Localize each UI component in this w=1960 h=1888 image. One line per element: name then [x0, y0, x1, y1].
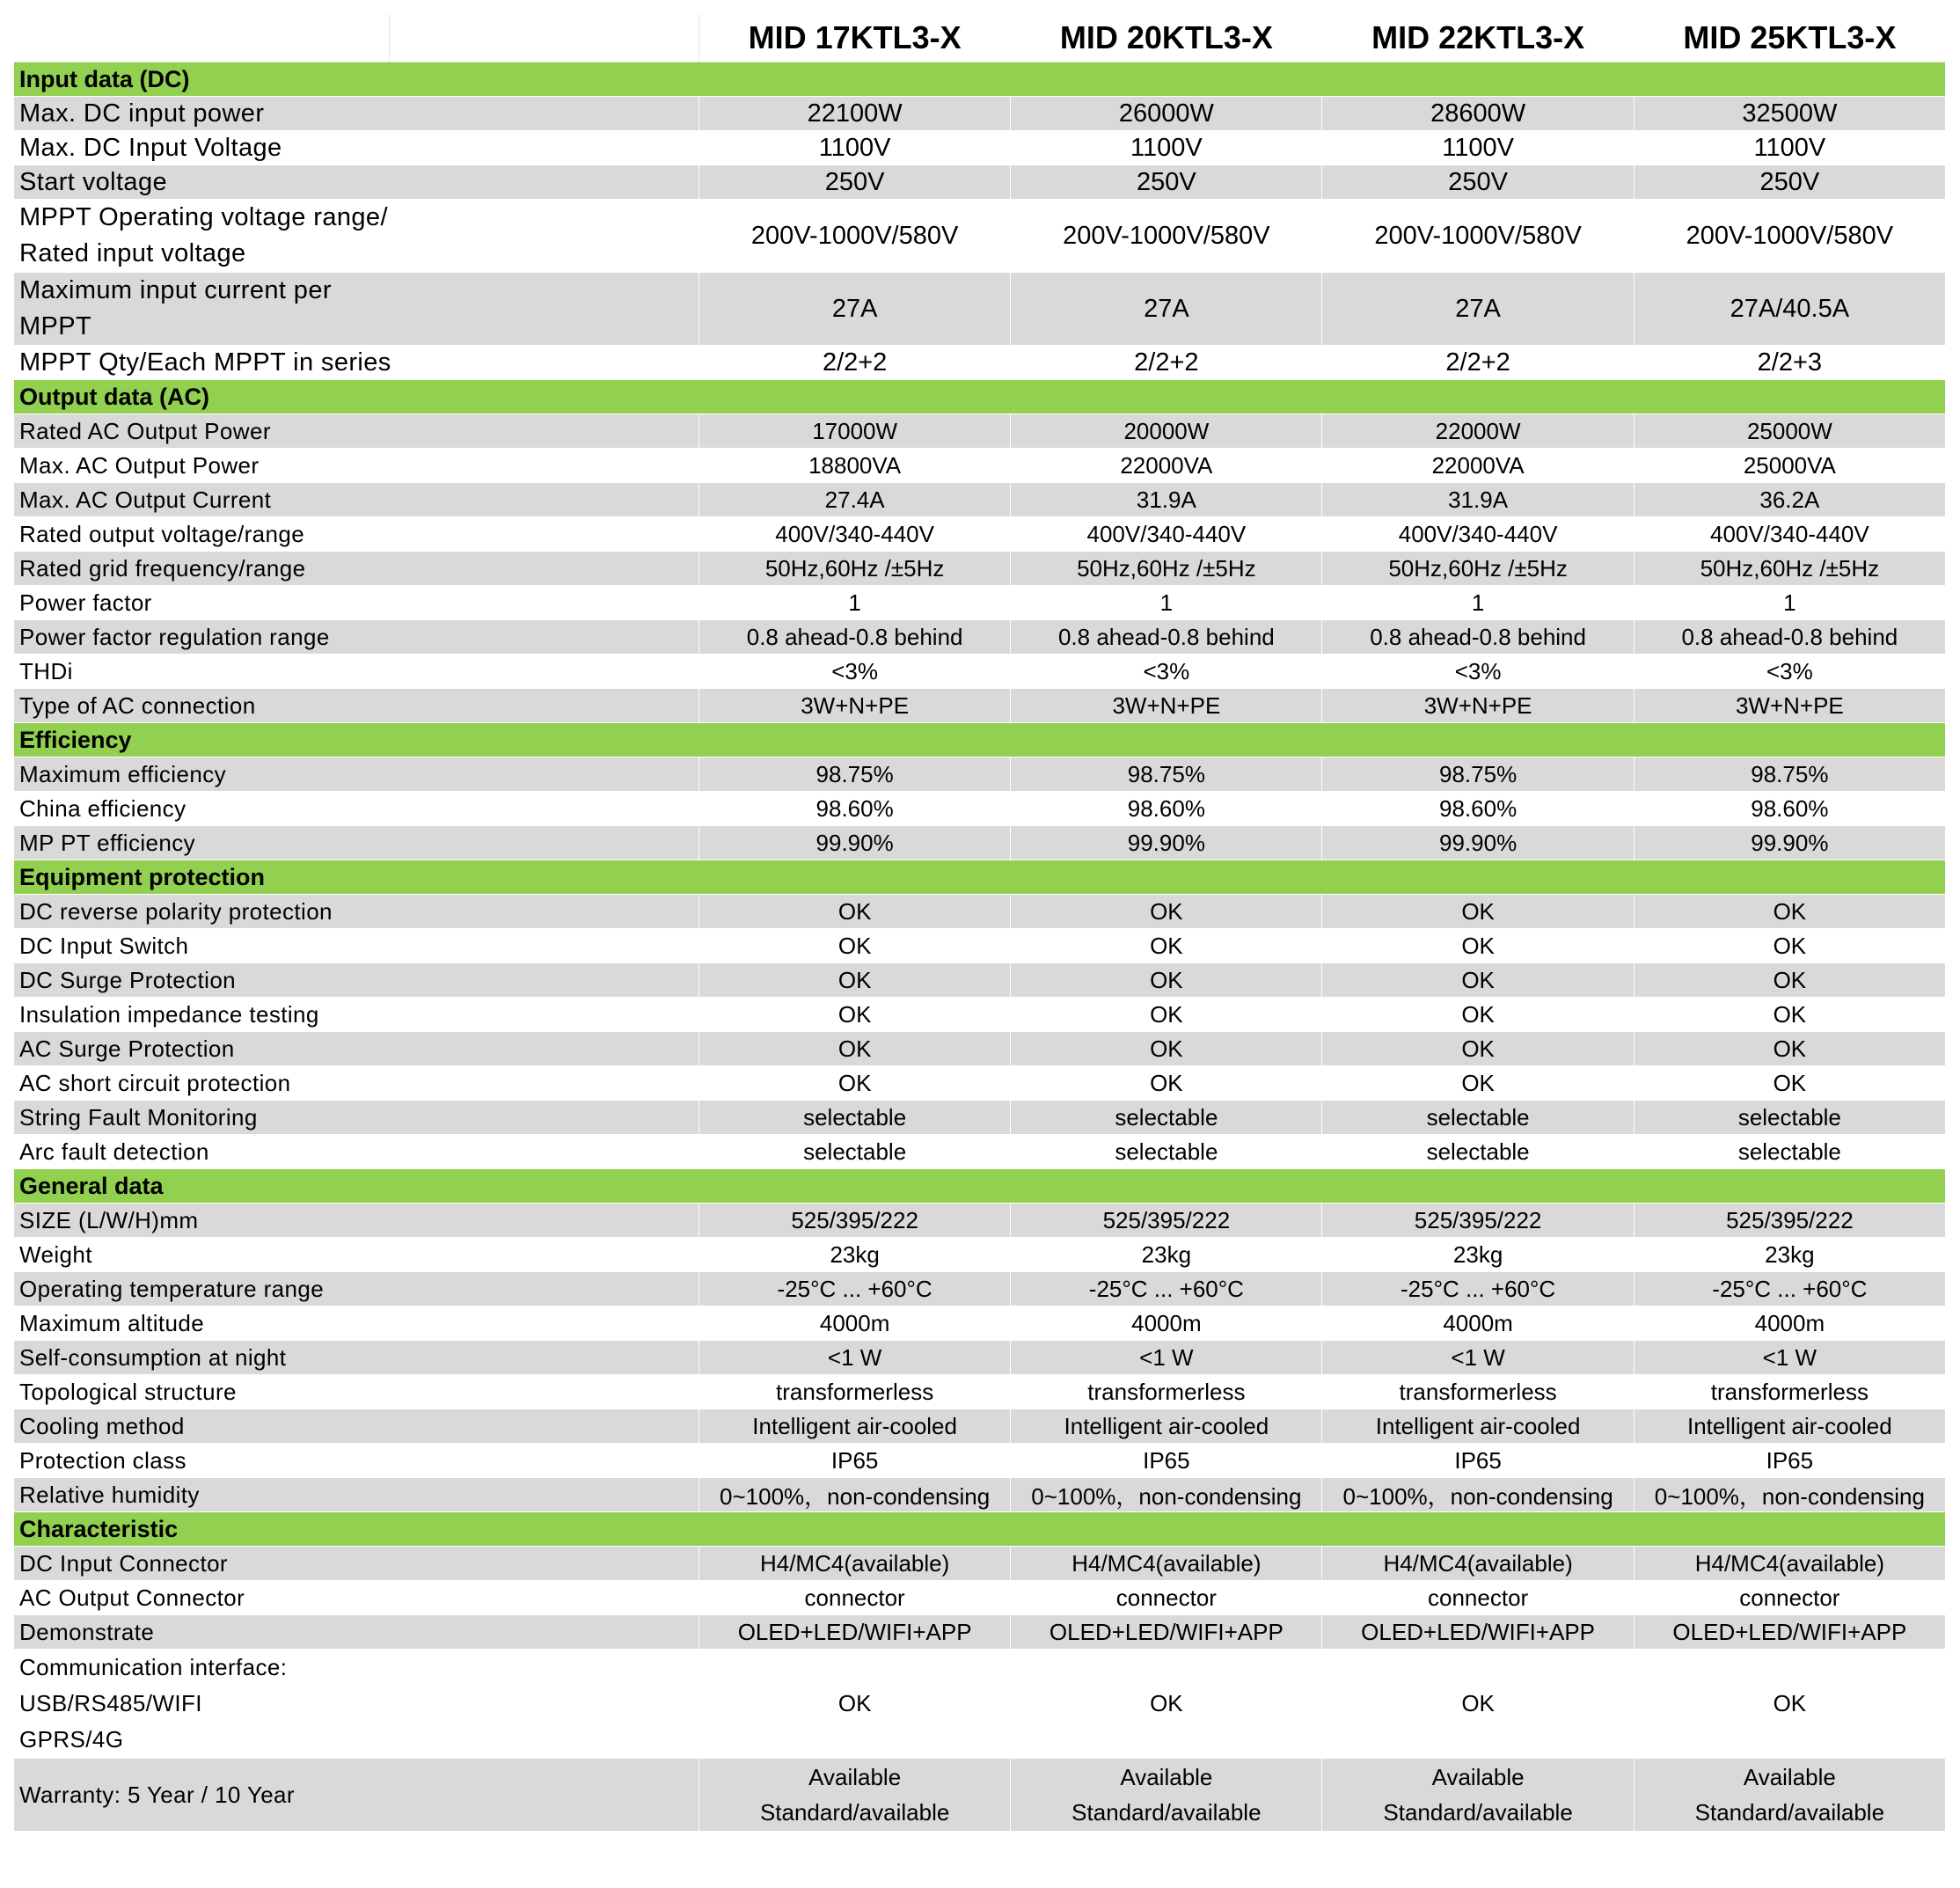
- spec-value: 99.90%: [1322, 826, 1634, 860]
- spec-label: String Fault Monitoring: [14, 1101, 699, 1135]
- spec-value: OK: [1011, 895, 1322, 929]
- spec-label: DC Input Switch: [14, 929, 699, 963]
- spec-row: [14, 1238, 1946, 1272]
- model-name: MID 25KTL3-X: [1634, 14, 1945, 62]
- spec-label: AC Output Connector: [14, 1581, 699, 1615]
- spec-value-line: Standard/available: [1694, 1799, 1885, 1826]
- spec-value: selectable: [1634, 1135, 1945, 1169]
- spec-value: 4000m: [1634, 1306, 1945, 1341]
- spec-value: H4/MC4(available): [1011, 1547, 1322, 1581]
- spec-value: 1: [699, 586, 1011, 620]
- spec-value: 250V: [699, 165, 1011, 200]
- spec-label: Weight: [14, 1238, 699, 1272]
- spec-value-line: Standard/available: [1383, 1799, 1573, 1826]
- spec-value: 22000VA: [1322, 449, 1634, 483]
- spec-row: [14, 1650, 1946, 1759]
- spec-label: Rated grid frequency/range: [14, 552, 699, 586]
- spec-value: OK: [1634, 998, 1945, 1032]
- section-title: Characteristic: [14, 1512, 1946, 1547]
- spec-value: connector: [1322, 1581, 1634, 1615]
- spec-row: [14, 483, 1946, 517]
- spec-value: 400V/340-440V: [1634, 517, 1945, 552]
- spec-label: SIZE (L/W/H)mm: [14, 1204, 699, 1238]
- spec-value: H4/MC4(available): [1634, 1547, 1945, 1581]
- spec-label: MPPT Qty/Each MPPT in series: [14, 346, 699, 380]
- spec-row: [14, 449, 1946, 483]
- spec-value: OLED+LED/WIFI+APP: [1322, 1615, 1634, 1650]
- spec-value: 50Hz,60Hz /±5Hz: [1322, 552, 1634, 586]
- spec-value: Intelligent air-cooled: [1634, 1409, 1945, 1444]
- spec-row: [14, 1547, 1946, 1581]
- spec-value: 98.60%: [699, 792, 1011, 826]
- spec-label: AC Surge Protection: [14, 1032, 699, 1066]
- spec-row: [14, 1272, 1946, 1306]
- model-header-row: [14, 14, 1946, 62]
- spec-label: Max. DC input power: [14, 97, 699, 131]
- spec-value: OK: [699, 929, 1011, 963]
- section-header-row: [14, 860, 1946, 895]
- spec-value: OK: [699, 895, 1011, 929]
- spec-value: 200V-1000V/580V: [1634, 200, 1945, 273]
- spec-label-line: Maximum input current per: [19, 276, 332, 304]
- section-header-row: [14, 380, 1946, 414]
- spec-sheet: [14, 14, 1946, 1832]
- spec-value: 1100V: [1322, 131, 1634, 165]
- spec-value: OK: [1322, 998, 1634, 1032]
- spec-row: [14, 1032, 1946, 1066]
- spec-value: OK: [1322, 1066, 1634, 1101]
- spec-row: [14, 1101, 1946, 1135]
- spec-label-line: Rated input voltage: [19, 239, 246, 267]
- spec-row: [14, 131, 1946, 165]
- spec-row: [14, 1204, 1946, 1238]
- spec-value: 2/2+2: [1322, 346, 1634, 380]
- spec-row: [14, 97, 1946, 131]
- spec-value: connector: [1634, 1581, 1945, 1615]
- model-name: MID 17KTL3-X: [699, 14, 1011, 62]
- spec-label: MP PT efficiency: [14, 826, 699, 860]
- spec-value: 27.4A: [699, 483, 1011, 517]
- spec-value: <1 W: [1011, 1341, 1322, 1375]
- spec-row: [14, 1759, 1946, 1832]
- spec-value-line: Available: [1743, 1764, 1836, 1790]
- spec-row: [14, 620, 1946, 655]
- spec-value: 99.90%: [1011, 826, 1322, 860]
- spec-value: 20000W: [1011, 414, 1322, 449]
- spec-value: 99.90%: [1634, 826, 1945, 860]
- spec-value: 98.75%: [1322, 757, 1634, 792]
- spec-value: [1634, 1759, 1945, 1832]
- spec-value-line: Standard/available: [1071, 1799, 1262, 1826]
- spec-label: Max. AC Output Power: [14, 449, 699, 483]
- spec-label: Demonstrate: [14, 1615, 699, 1650]
- spec-value: 1100V: [1011, 131, 1322, 165]
- spec-value: 525/395/222: [1011, 1204, 1322, 1238]
- spec-value: 1100V: [699, 131, 1011, 165]
- spec-row: [14, 929, 1946, 963]
- spec-row: [14, 200, 1946, 273]
- spec-value: 250V: [1322, 165, 1634, 200]
- spec-label: [14, 273, 699, 346]
- spec-value: 23kg: [699, 1238, 1011, 1272]
- spec-value: 0~100%，non-condensing: [699, 1478, 1011, 1512]
- section-header-row: [14, 1512, 1946, 1547]
- section-header-row: [14, 1169, 1946, 1204]
- spec-value: 50Hz,60Hz /±5Hz: [1634, 552, 1945, 586]
- spec-value: 2/2+2: [699, 346, 1011, 380]
- spec-label: Power factor: [14, 586, 699, 620]
- section-title: Efficiency: [14, 723, 1946, 757]
- spec-value: -25°C ... +60°C: [1322, 1272, 1634, 1306]
- spec-value: OK: [1011, 929, 1322, 963]
- spec-label: Protection class: [14, 1444, 699, 1478]
- section-title: Input data (DC): [14, 62, 1946, 97]
- spec-row: [14, 1478, 1946, 1512]
- spec-value: 3W+N+PE: [1634, 689, 1945, 723]
- spec-row: [14, 792, 1946, 826]
- spec-label: Insulation impedance testing: [14, 998, 699, 1032]
- spec-value: 28600W: [1322, 97, 1634, 131]
- spec-value: <1 W: [1322, 1341, 1634, 1375]
- header-blank-cell: [14, 14, 389, 62]
- spec-row: [14, 414, 1946, 449]
- spec-value: OLED+LED/WIFI+APP: [1634, 1615, 1945, 1650]
- spec-value: OK: [1634, 895, 1945, 929]
- spec-value: OK: [699, 1066, 1011, 1101]
- model-name: MID 22KTL3-X: [1322, 14, 1634, 62]
- spec-value: OK: [1634, 929, 1945, 963]
- spec-value: 23kg: [1322, 1238, 1634, 1272]
- spec-value: OK: [1011, 1650, 1322, 1759]
- spec-row: [14, 826, 1946, 860]
- spec-value: OK: [699, 1650, 1011, 1759]
- spec-value: transformerless: [1634, 1375, 1945, 1409]
- spec-value: <1 W: [699, 1341, 1011, 1375]
- spec-value: <3%: [1011, 655, 1322, 689]
- spec-value: OK: [699, 1032, 1011, 1066]
- spec-value: 0~100%，non-condensing: [1011, 1478, 1322, 1512]
- spec-value: OK: [1011, 963, 1322, 998]
- spec-value: 27A: [699, 273, 1011, 346]
- spec-value: selectable: [1011, 1135, 1322, 1169]
- spec-value: Intelligent air-cooled: [1011, 1409, 1322, 1444]
- spec-row: [14, 689, 1946, 723]
- spec-value: IP65: [1322, 1444, 1634, 1478]
- spec-table-body: [14, 14, 1946, 1832]
- spec-label: Operating temperature range: [14, 1272, 699, 1306]
- spec-value-line: Available: [808, 1764, 902, 1790]
- spec-label-line: Communication interface:: [19, 1654, 288, 1680]
- spec-row: [14, 655, 1946, 689]
- spec-value: 200V-1000V/580V: [1011, 200, 1322, 273]
- spec-value: OK: [1634, 1032, 1945, 1066]
- spec-value: OK: [1634, 1650, 1945, 1759]
- spec-value: selectable: [1634, 1101, 1945, 1135]
- spec-value: selectable: [699, 1101, 1011, 1135]
- spec-value: OK: [699, 998, 1011, 1032]
- spec-label: China efficiency: [14, 792, 699, 826]
- spec-row: [14, 998, 1946, 1032]
- spec-value: 200V-1000V/580V: [699, 200, 1011, 273]
- spec-value: OK: [1322, 1032, 1634, 1066]
- spec-value: transformerless: [1011, 1375, 1322, 1409]
- spec-value: 98.60%: [1634, 792, 1945, 826]
- section-header-row: [14, 723, 1946, 757]
- spec-label-line: USB/RS485/WIFI: [19, 1690, 202, 1716]
- spec-row: [14, 1306, 1946, 1341]
- spec-value: 22000VA: [1011, 449, 1322, 483]
- spec-value: 99.90%: [699, 826, 1011, 860]
- spec-value: OLED+LED/WIFI+APP: [699, 1615, 1011, 1650]
- spec-row: [14, 1615, 1946, 1650]
- spec-row: [14, 757, 1946, 792]
- spec-value: 525/395/222: [1634, 1204, 1945, 1238]
- spec-value: OK: [1634, 963, 1945, 998]
- spec-row: [14, 1066, 1946, 1101]
- spec-value: 98.75%: [699, 757, 1011, 792]
- spec-value: OK: [1322, 1650, 1634, 1759]
- spec-value: Intelligent air-cooled: [1322, 1409, 1634, 1444]
- spec-value: 98.75%: [1011, 757, 1322, 792]
- spec-value: 0.8 ahead-0.8 behind: [1322, 620, 1634, 655]
- spec-label: Relative humidity: [14, 1478, 699, 1512]
- spec-label: Max. AC Output Current: [14, 483, 699, 517]
- section-title: General data: [14, 1169, 1946, 1204]
- spec-value: 0.8 ahead-0.8 behind: [699, 620, 1011, 655]
- spec-row: [14, 1135, 1946, 1169]
- spec-value: connector: [1011, 1581, 1322, 1615]
- spec-label: Warranty: 5 Year / 10 Year: [14, 1759, 699, 1832]
- model-name: MID 20KTL3-X: [1011, 14, 1322, 62]
- spec-value: [1011, 1759, 1322, 1832]
- spec-value: 25000VA: [1634, 449, 1945, 483]
- spec-value: 0.8 ahead-0.8 behind: [1011, 620, 1322, 655]
- spec-value: <1 W: [1634, 1341, 1945, 1375]
- spec-value: 22100W: [699, 97, 1011, 131]
- spec-value-line: Available: [1431, 1764, 1525, 1790]
- spec-value: OK: [1634, 1066, 1945, 1101]
- spec-value: 4000m: [1322, 1306, 1634, 1341]
- spec-value: [699, 1759, 1011, 1832]
- spec-label: Rated AC Output Power: [14, 414, 699, 449]
- spec-row: [14, 1581, 1946, 1615]
- spec-value: 23kg: [1634, 1238, 1945, 1272]
- spec-label: DC Surge Protection: [14, 963, 699, 998]
- spec-value: OLED+LED/WIFI+APP: [1011, 1615, 1322, 1650]
- spec-value: 27A/40.5A: [1634, 273, 1945, 346]
- spec-label: AC short circuit protection: [14, 1066, 699, 1101]
- spec-value: 17000W: [699, 414, 1011, 449]
- spec-value: 200V-1000V/580V: [1322, 200, 1634, 273]
- spec-row: [14, 963, 1946, 998]
- spec-value: OK: [1322, 895, 1634, 929]
- spec-value: 400V/340-440V: [1322, 517, 1634, 552]
- spec-value: 27A: [1011, 273, 1322, 346]
- spec-value: -25°C ... +60°C: [1011, 1272, 1322, 1306]
- spec-label: Rated output voltage/range: [14, 517, 699, 552]
- spec-value: 0.8 ahead-0.8 behind: [1634, 620, 1945, 655]
- spec-row: [14, 1444, 1946, 1478]
- spec-label: Cooling method: [14, 1409, 699, 1444]
- spec-value: 3W+N+PE: [699, 689, 1011, 723]
- spec-value: selectable: [1011, 1101, 1322, 1135]
- spec-value: 50Hz,60Hz /±5Hz: [1011, 552, 1322, 586]
- spec-value: 32500W: [1634, 97, 1945, 131]
- spec-value: OK: [1322, 929, 1634, 963]
- spec-value: Intelligent air-cooled: [699, 1409, 1011, 1444]
- spec-label-line: MPPT: [19, 312, 92, 340]
- spec-value: OK: [1322, 963, 1634, 998]
- spec-label: Arc fault detection: [14, 1135, 699, 1169]
- spec-label: THDi: [14, 655, 699, 689]
- spec-value: <3%: [699, 655, 1011, 689]
- spec-row: [14, 586, 1946, 620]
- spec-label: Self-consumption at night: [14, 1341, 699, 1375]
- spec-value: 1: [1634, 586, 1945, 620]
- spec-row: [14, 346, 1946, 380]
- spec-value: -25°C ... +60°C: [699, 1272, 1011, 1306]
- spec-label: Maximum altitude: [14, 1306, 699, 1341]
- spec-value: H4/MC4(available): [699, 1547, 1011, 1581]
- spec-row: [14, 1409, 1946, 1444]
- spec-value: [1322, 1759, 1634, 1832]
- spec-value: 1: [1322, 586, 1634, 620]
- spec-value: 31.9A: [1322, 483, 1634, 517]
- spec-value: 250V: [1011, 165, 1322, 200]
- spec-label: Start voltage: [14, 165, 699, 200]
- spec-label: Power factor regulation range: [14, 620, 699, 655]
- spec-value: IP65: [1634, 1444, 1945, 1478]
- spec-value: transformerless: [1322, 1375, 1634, 1409]
- section-title: Equipment protection: [14, 860, 1946, 895]
- spec-value: H4/MC4(available): [1322, 1547, 1634, 1581]
- spec-label: Max. DC Input Voltage: [14, 131, 699, 165]
- spec-value: 23kg: [1011, 1238, 1322, 1272]
- spec-label: [14, 200, 699, 273]
- spec-label: DC Input Connector: [14, 1547, 699, 1581]
- spec-value: 0~100%，non-condensing: [1634, 1478, 1945, 1512]
- spec-value: OK: [1011, 998, 1322, 1032]
- spec-label-line: MPPT Operating voltage range/: [19, 203, 388, 231]
- header-blank-cell: [389, 14, 698, 62]
- spec-label: Type of AC connection: [14, 689, 699, 723]
- spec-value: OK: [1011, 1066, 1322, 1101]
- spec-value: 98.75%: [1634, 757, 1945, 792]
- spec-value: 31.9A: [1011, 483, 1322, 517]
- spec-label: Topological structure: [14, 1375, 699, 1409]
- spec-value: 26000W: [1011, 97, 1322, 131]
- spec-value: selectable: [1322, 1135, 1634, 1169]
- spec-value: 0~100%，non-condensing: [1322, 1478, 1634, 1512]
- spec-value: selectable: [699, 1135, 1011, 1169]
- spec-value: 400V/340-440V: [1011, 517, 1322, 552]
- spec-value: OK: [699, 963, 1011, 998]
- spec-label-line: GPRS/4G: [19, 1726, 124, 1753]
- spec-row: [14, 552, 1946, 586]
- spec-value: 25000W: [1634, 414, 1945, 449]
- spec-value: -25°C ... +60°C: [1634, 1272, 1945, 1306]
- spec-value: 50Hz,60Hz /±5Hz: [699, 552, 1011, 586]
- spec-value: 2/2+2: [1011, 346, 1322, 380]
- spec-value-line: Standard/available: [759, 1799, 950, 1826]
- spec-row: [14, 165, 1946, 200]
- spec-label: [14, 1650, 699, 1759]
- spec-value: 98.60%: [1322, 792, 1634, 826]
- spec-value: transformerless: [699, 1375, 1011, 1409]
- spec-value: 3W+N+PE: [1322, 689, 1634, 723]
- spec-value: 2/2+3: [1634, 346, 1945, 380]
- spec-value: <3%: [1322, 655, 1634, 689]
- spec-value: 4000m: [1011, 1306, 1322, 1341]
- spec-table: [14, 14, 1946, 1832]
- spec-value: IP65: [1011, 1444, 1322, 1478]
- spec-value: 525/395/222: [699, 1204, 1011, 1238]
- spec-value: 1100V: [1634, 131, 1945, 165]
- spec-row: [14, 273, 1946, 346]
- spec-label: DC reverse polarity protection: [14, 895, 699, 929]
- spec-value: 36.2A: [1634, 483, 1945, 517]
- spec-value: 250V: [1634, 165, 1945, 200]
- spec-value: OK: [1011, 1032, 1322, 1066]
- spec-value: 98.60%: [1011, 792, 1322, 826]
- section-header-row: [14, 62, 1946, 97]
- spec-value: selectable: [1322, 1101, 1634, 1135]
- spec-value-line: Available: [1120, 1764, 1213, 1790]
- spec-value: connector: [699, 1581, 1011, 1615]
- spec-value: 400V/340-440V: [699, 517, 1011, 552]
- spec-value: IP65: [699, 1444, 1011, 1478]
- spec-value: 3W+N+PE: [1011, 689, 1322, 723]
- section-title: Output data (AC): [14, 380, 1946, 414]
- spec-row: [14, 895, 1946, 929]
- spec-value: 1: [1011, 586, 1322, 620]
- spec-value: 22000W: [1322, 414, 1634, 449]
- spec-value: 4000m: [699, 1306, 1011, 1341]
- spec-row: [14, 517, 1946, 552]
- spec-row: [14, 1341, 1946, 1375]
- spec-row: [14, 1375, 1946, 1409]
- spec-value: 525/395/222: [1322, 1204, 1634, 1238]
- spec-value: 27A: [1322, 273, 1634, 346]
- spec-value: <3%: [1634, 655, 1945, 689]
- spec-value: 18800VA: [699, 449, 1011, 483]
- spec-label: Maximum efficiency: [14, 757, 699, 792]
